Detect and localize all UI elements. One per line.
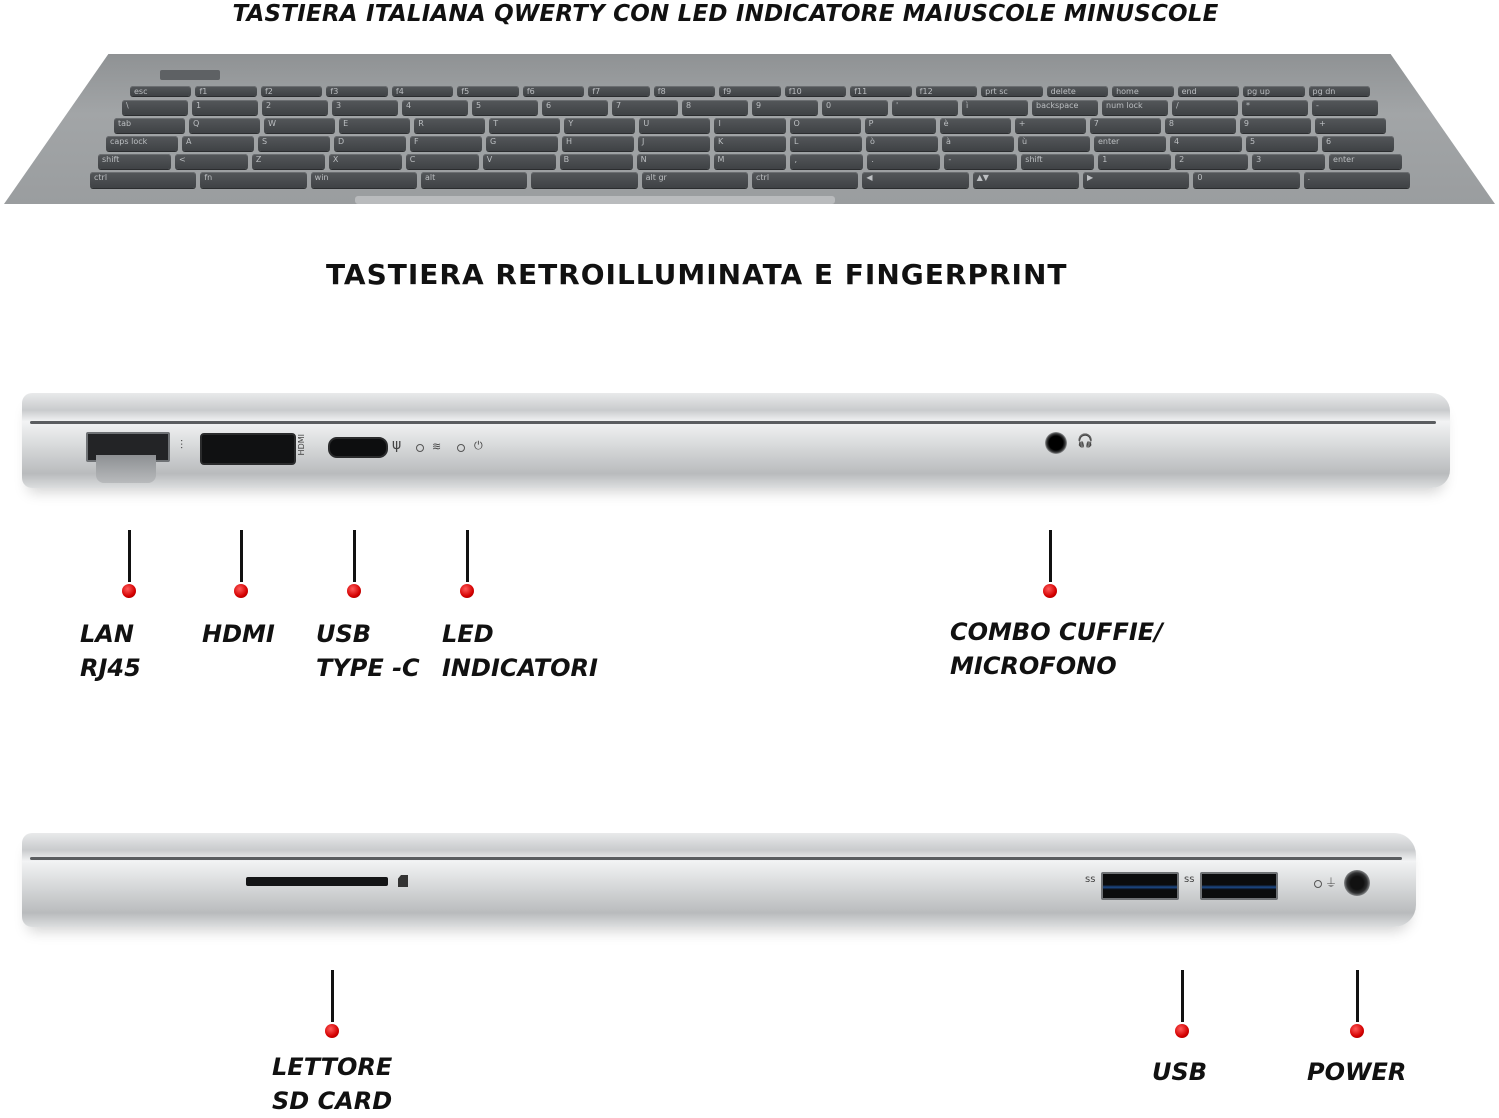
power-led-icon: ⏻: [474, 439, 483, 452]
key-fn-6: f6: [523, 86, 584, 96]
key-q-16: +: [1315, 118, 1386, 133]
key-fn-4: f4: [392, 86, 453, 96]
key-num-8: 8: [682, 100, 748, 115]
key-num-16: *: [1242, 100, 1308, 115]
backlight-title: TASTIERA RETROILLUMINATA E FINGERPRINT: [326, 258, 1068, 291]
lid-seam: [30, 857, 1402, 860]
key-z-15: 3: [1252, 154, 1325, 169]
sd-label-line2: SD CARD: [272, 1087, 393, 1115]
key-fn-12: f12: [916, 86, 977, 96]
key-a-0: caps lock: [106, 136, 178, 151]
key-num-17: -: [1312, 100, 1378, 115]
usb-ss-icon-2: ss: [1184, 874, 1195, 885]
key-z-12: shift: [1021, 154, 1094, 169]
headset-icon: 🎧: [1077, 434, 1094, 449]
combo-pin-line: [1049, 530, 1052, 582]
key-z-6: B: [560, 154, 633, 169]
usb-port-1: [1101, 872, 1179, 900]
led-pin-dot: [460, 584, 474, 598]
key-fn-17: pg up: [1243, 86, 1304, 96]
key-z-14: 2: [1175, 154, 1248, 169]
key-fn-11: f11: [850, 86, 911, 96]
lan-icon: ⫶: [180, 438, 184, 452]
power-pin-line: [1356, 970, 1359, 1022]
key-b-8: ▲▼: [973, 172, 1079, 188]
power-pin-dot: [1350, 1024, 1364, 1038]
key-fn-5: f5: [457, 86, 518, 96]
led-indicator-1: [416, 444, 424, 452]
key-a-12: ù: [1018, 136, 1090, 151]
key-a-11: à: [942, 136, 1014, 151]
key-num-10: 0: [822, 100, 888, 115]
key-b-1: fn: [200, 172, 306, 188]
led-indicator-2: [457, 444, 465, 452]
key-q-0: tab: [114, 118, 185, 133]
key-z-9: ,: [790, 154, 863, 169]
key-num-6: 6: [542, 100, 608, 115]
combo-label-line1: COMBO CUFFIE/: [950, 618, 1163, 646]
usbc-pin-line: [353, 530, 356, 582]
lan-port-flap: [96, 455, 156, 483]
key-fn-1: f1: [195, 86, 256, 96]
key-b-5: alt gr: [642, 172, 748, 188]
key-fn-14: delete: [1047, 86, 1108, 96]
hdmi-pin-line: [240, 530, 243, 582]
power-jack: [1344, 870, 1370, 896]
sd-label-line1: LETTORE: [272, 1053, 393, 1081]
audio-jack: [1045, 432, 1067, 454]
hdmi-port: [200, 433, 296, 465]
key-fn-0: esc: [130, 86, 191, 96]
key-a-15: 5: [1246, 136, 1318, 151]
storage-icon: ≋: [432, 440, 442, 453]
key-b-7: ◀: [862, 172, 968, 188]
fingerprint-sensor: [160, 70, 220, 80]
lan-pin-dot: [122, 584, 136, 598]
key-a-7: J: [638, 136, 710, 151]
key-fn-2: f2: [261, 86, 322, 96]
hdmi-label: HDMI: [202, 620, 275, 648]
key-fn-10: f10: [785, 86, 846, 96]
key-z-8: M: [714, 154, 787, 169]
keyboard-keys: [90, 86, 1410, 191]
key-q-9: O: [790, 118, 861, 133]
key-q-15: 9: [1240, 118, 1311, 133]
lan-label-line1: LAN: [80, 620, 134, 648]
key-fn-9: f9: [719, 86, 780, 96]
key-q-1: Q: [189, 118, 260, 133]
key-b-0: ctrl: [90, 172, 196, 188]
key-q-3: E: [339, 118, 410, 133]
key-q-4: R: [414, 118, 485, 133]
key-a-1: A: [182, 136, 254, 151]
key-z-13: 1: [1098, 154, 1171, 169]
led-label-line1: LED: [442, 620, 494, 648]
key-b-2: win: [311, 172, 417, 188]
sd-pin-dot: [325, 1024, 339, 1038]
key-q-2: W: [264, 118, 335, 133]
key-q-13: 7: [1090, 118, 1161, 133]
led-label-line2: INDICATORI: [442, 654, 598, 682]
key-num-9: 9: [752, 100, 818, 115]
usb-symbol-icon: ψ: [392, 437, 402, 453]
key-num-1: 1: [192, 100, 258, 115]
key-num-15: /: [1172, 100, 1238, 115]
key-b-9: ▶: [1083, 172, 1189, 188]
hdmi-engraving: HDMI: [297, 434, 306, 456]
key-q-11: è: [940, 118, 1011, 133]
key-q-7: U: [639, 118, 710, 133]
sd-card-slot: [246, 877, 388, 886]
key-num-11: ': [892, 100, 958, 115]
key-q-10: P: [865, 118, 936, 133]
hdmi-pin-dot: [234, 584, 248, 598]
key-num-4: 4: [402, 100, 468, 115]
key-q-5: T: [489, 118, 560, 133]
key-num-7: 7: [612, 100, 678, 115]
key-fn-7: f7: [588, 86, 649, 96]
combo-label-line2: MICROFONO: [950, 652, 1117, 680]
key-q-6: Y: [564, 118, 635, 133]
keyboard-title: TASTIERA ITALIANA QWERTY CON LED INDICATORE MAIUSCOLE MINUSCOLE: [232, 1, 1219, 27]
key-q-12: +: [1015, 118, 1086, 133]
key-z-16: enter: [1329, 154, 1402, 169]
power-label: POWER: [1307, 1058, 1407, 1086]
key-fn-3: f3: [326, 86, 387, 96]
key-b-11: .: [1304, 172, 1410, 188]
key-fn-18: pg dn: [1309, 86, 1370, 96]
usb-ss-icon-1: ss: [1085, 874, 1096, 885]
key-num-14: num lock: [1102, 100, 1168, 115]
usbc-label-line2: TYPE -C: [316, 654, 420, 682]
key-b-4: [531, 172, 637, 188]
usb-pin-line: [1181, 970, 1184, 1022]
sd-pin-line: [331, 970, 334, 1022]
key-b-3: alt: [421, 172, 527, 188]
combo-pin-dot: [1043, 584, 1057, 598]
key-b-10: 0: [1193, 172, 1299, 188]
usb-port-2: [1200, 872, 1278, 900]
key-num-12: ì: [962, 100, 1028, 115]
key-a-8: K: [714, 136, 786, 151]
key-a-6: H: [562, 136, 634, 151]
key-z-2: Z: [252, 154, 325, 169]
key-a-14: 4: [1170, 136, 1242, 151]
key-z-11: -: [944, 154, 1017, 169]
key-b-6: ctrl: [752, 172, 858, 188]
key-a-16: 6: [1322, 136, 1394, 151]
key-a-4: F: [410, 136, 482, 151]
key-num-13: backspace: [1032, 100, 1098, 115]
key-q-8: I: [714, 118, 785, 133]
key-z-10: .: [867, 154, 940, 169]
key-a-5: G: [486, 136, 558, 151]
key-fn-15: home: [1112, 86, 1173, 96]
key-a-13: enter: [1094, 136, 1166, 151]
key-a-3: D: [334, 136, 406, 151]
usb-pin-dot: [1175, 1024, 1189, 1038]
key-fn-8: f8: [654, 86, 715, 96]
key-num-3: 3: [332, 100, 398, 115]
usb-label: USB: [1152, 1058, 1208, 1086]
lan-label-line2: RJ45: [80, 654, 141, 682]
usb-c-port: [328, 437, 388, 458]
power-plug-icon: ⏚: [1325, 876, 1338, 890]
key-num-0: \: [122, 100, 188, 115]
key-z-1: <: [175, 154, 248, 169]
key-z-3: X: [329, 154, 402, 169]
key-a-2: S: [258, 136, 330, 151]
led-pin-line: [466, 530, 469, 582]
key-fn-13: prt sc: [981, 86, 1042, 96]
key-z-0: shift: [98, 154, 171, 169]
key-a-9: L: [790, 136, 862, 151]
touchpad-edge: [355, 196, 835, 204]
lid-seam: [30, 421, 1436, 424]
key-z-7: N: [637, 154, 710, 169]
usbc-pin-dot: [347, 584, 361, 598]
key-z-5: V: [483, 154, 556, 169]
usbc-label-line1: USB: [316, 620, 372, 648]
key-num-5: 5: [472, 100, 538, 115]
lan-pin-line: [128, 530, 131, 582]
key-fn-16: end: [1178, 86, 1239, 96]
charge-led: [1314, 880, 1322, 888]
key-q-14: 8: [1165, 118, 1236, 133]
key-a-10: ò: [866, 136, 938, 151]
key-z-4: C: [406, 154, 479, 169]
key-num-2: 2: [262, 100, 328, 115]
